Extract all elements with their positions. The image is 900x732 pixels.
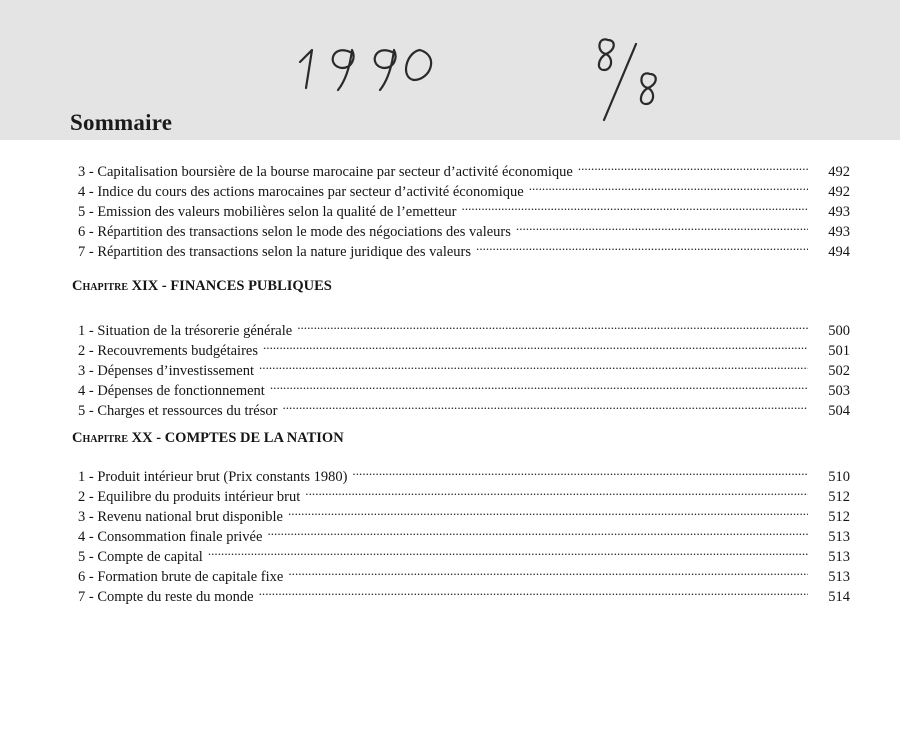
leader-dots (270, 375, 808, 395)
chapter-number: Chapitre XX (72, 430, 153, 446)
handwritten-year (300, 50, 431, 90)
leader-dots (578, 156, 808, 176)
entry-page: 493 (828, 224, 850, 240)
leader-dots (305, 481, 808, 501)
toc-entry (78, 156, 850, 180)
entry-title: 1 - Produit intérieur brut (Prix constants 1980) (78, 469, 348, 485)
toc-section-xx (78, 461, 850, 605)
handwritten-note (599, 39, 656, 120)
entry-title: 4 - Indice du cours des actions marocaines par secteur d’activité économique (78, 184, 524, 200)
chapter-title: - FINANCES PUBLIQUES (158, 278, 332, 294)
entry-title: 5 - Emission des valeurs mobilières selon la qualité de l’emetteur (78, 204, 457, 220)
entry-page: 512 (828, 489, 850, 505)
toc-entry (78, 461, 850, 485)
entry-title: 4 - Dépenses de fonctionnement (78, 383, 265, 399)
toc-section-top (78, 156, 850, 260)
entry-title: 2 - Equilibre du produits intérieur brut (78, 489, 301, 505)
leader-dots (288, 561, 808, 581)
leader-dots (516, 216, 808, 236)
entry-page: 504 (828, 403, 850, 419)
entry-title: 7 - Compte du reste du monde (78, 589, 254, 605)
leader-dots (267, 521, 808, 541)
entry-title: 5 - Charges et ressources du trésor (78, 403, 278, 419)
entry-title: 3 - Dépenses d’investissement (78, 363, 254, 379)
entry-page: 513 (828, 549, 850, 565)
leader-dots (352, 461, 808, 481)
entry-page: 510 (828, 469, 850, 485)
entry-page: 514 (828, 589, 850, 605)
entry-title: 1 - Situation de la trésorerie générale (78, 323, 293, 339)
entry-page: 492 (828, 164, 850, 180)
entry-title: 3 - Revenu national brut disponible (78, 509, 283, 525)
leader-dots (529, 176, 808, 196)
entry-page: 512 (828, 509, 850, 525)
leader-dots (263, 335, 808, 355)
leader-dots (288, 501, 808, 521)
chapter-number: Chapitre XIX (72, 278, 159, 294)
entry-page: 493 (828, 204, 850, 220)
entry-title: 2 - Recouvrements budgétaires (78, 343, 258, 359)
leader-dots (476, 236, 808, 256)
page-title: Sommaire (70, 110, 173, 135)
chapter-heading-xx (72, 430, 344, 447)
entry-page: 501 (828, 343, 850, 359)
entry-title: 7 - Répartition des transactions selon la nature juridique des valeurs (78, 244, 472, 260)
entry-title: 5 - Compte de capital (78, 549, 203, 565)
entry-title: 6 - Formation brute de capitale fixe (78, 569, 284, 585)
entry-page: 502 (828, 363, 850, 379)
leader-dots (297, 315, 808, 335)
leader-dots (259, 355, 808, 375)
chapter-title: - COMPTES DE LA NATION (152, 430, 344, 446)
entry-title: 6 - Répartition des transactions selon le mode des négociations des valeurs (78, 224, 511, 240)
leader-dots (462, 196, 808, 216)
entry-page: 492 (828, 184, 850, 200)
entry-title: 3 - Capitalisation boursière de la bourse marocaine par secteur d’activité économique (78, 164, 573, 180)
entry-page: 494 (828, 244, 850, 260)
toc-section-xix (78, 315, 850, 419)
leader-dots (259, 581, 808, 601)
entry-page: 503 (828, 383, 850, 399)
entry-title: 4 - Consommation finale privée (78, 529, 263, 545)
entry-page: 500 (828, 323, 850, 339)
toc-entry (78, 315, 850, 339)
leader-dots (282, 395, 808, 415)
entry-page: 513 (828, 529, 850, 545)
entry-page: 513 (828, 569, 850, 585)
chapter-heading-xix (72, 278, 332, 295)
leader-dots (208, 541, 808, 561)
